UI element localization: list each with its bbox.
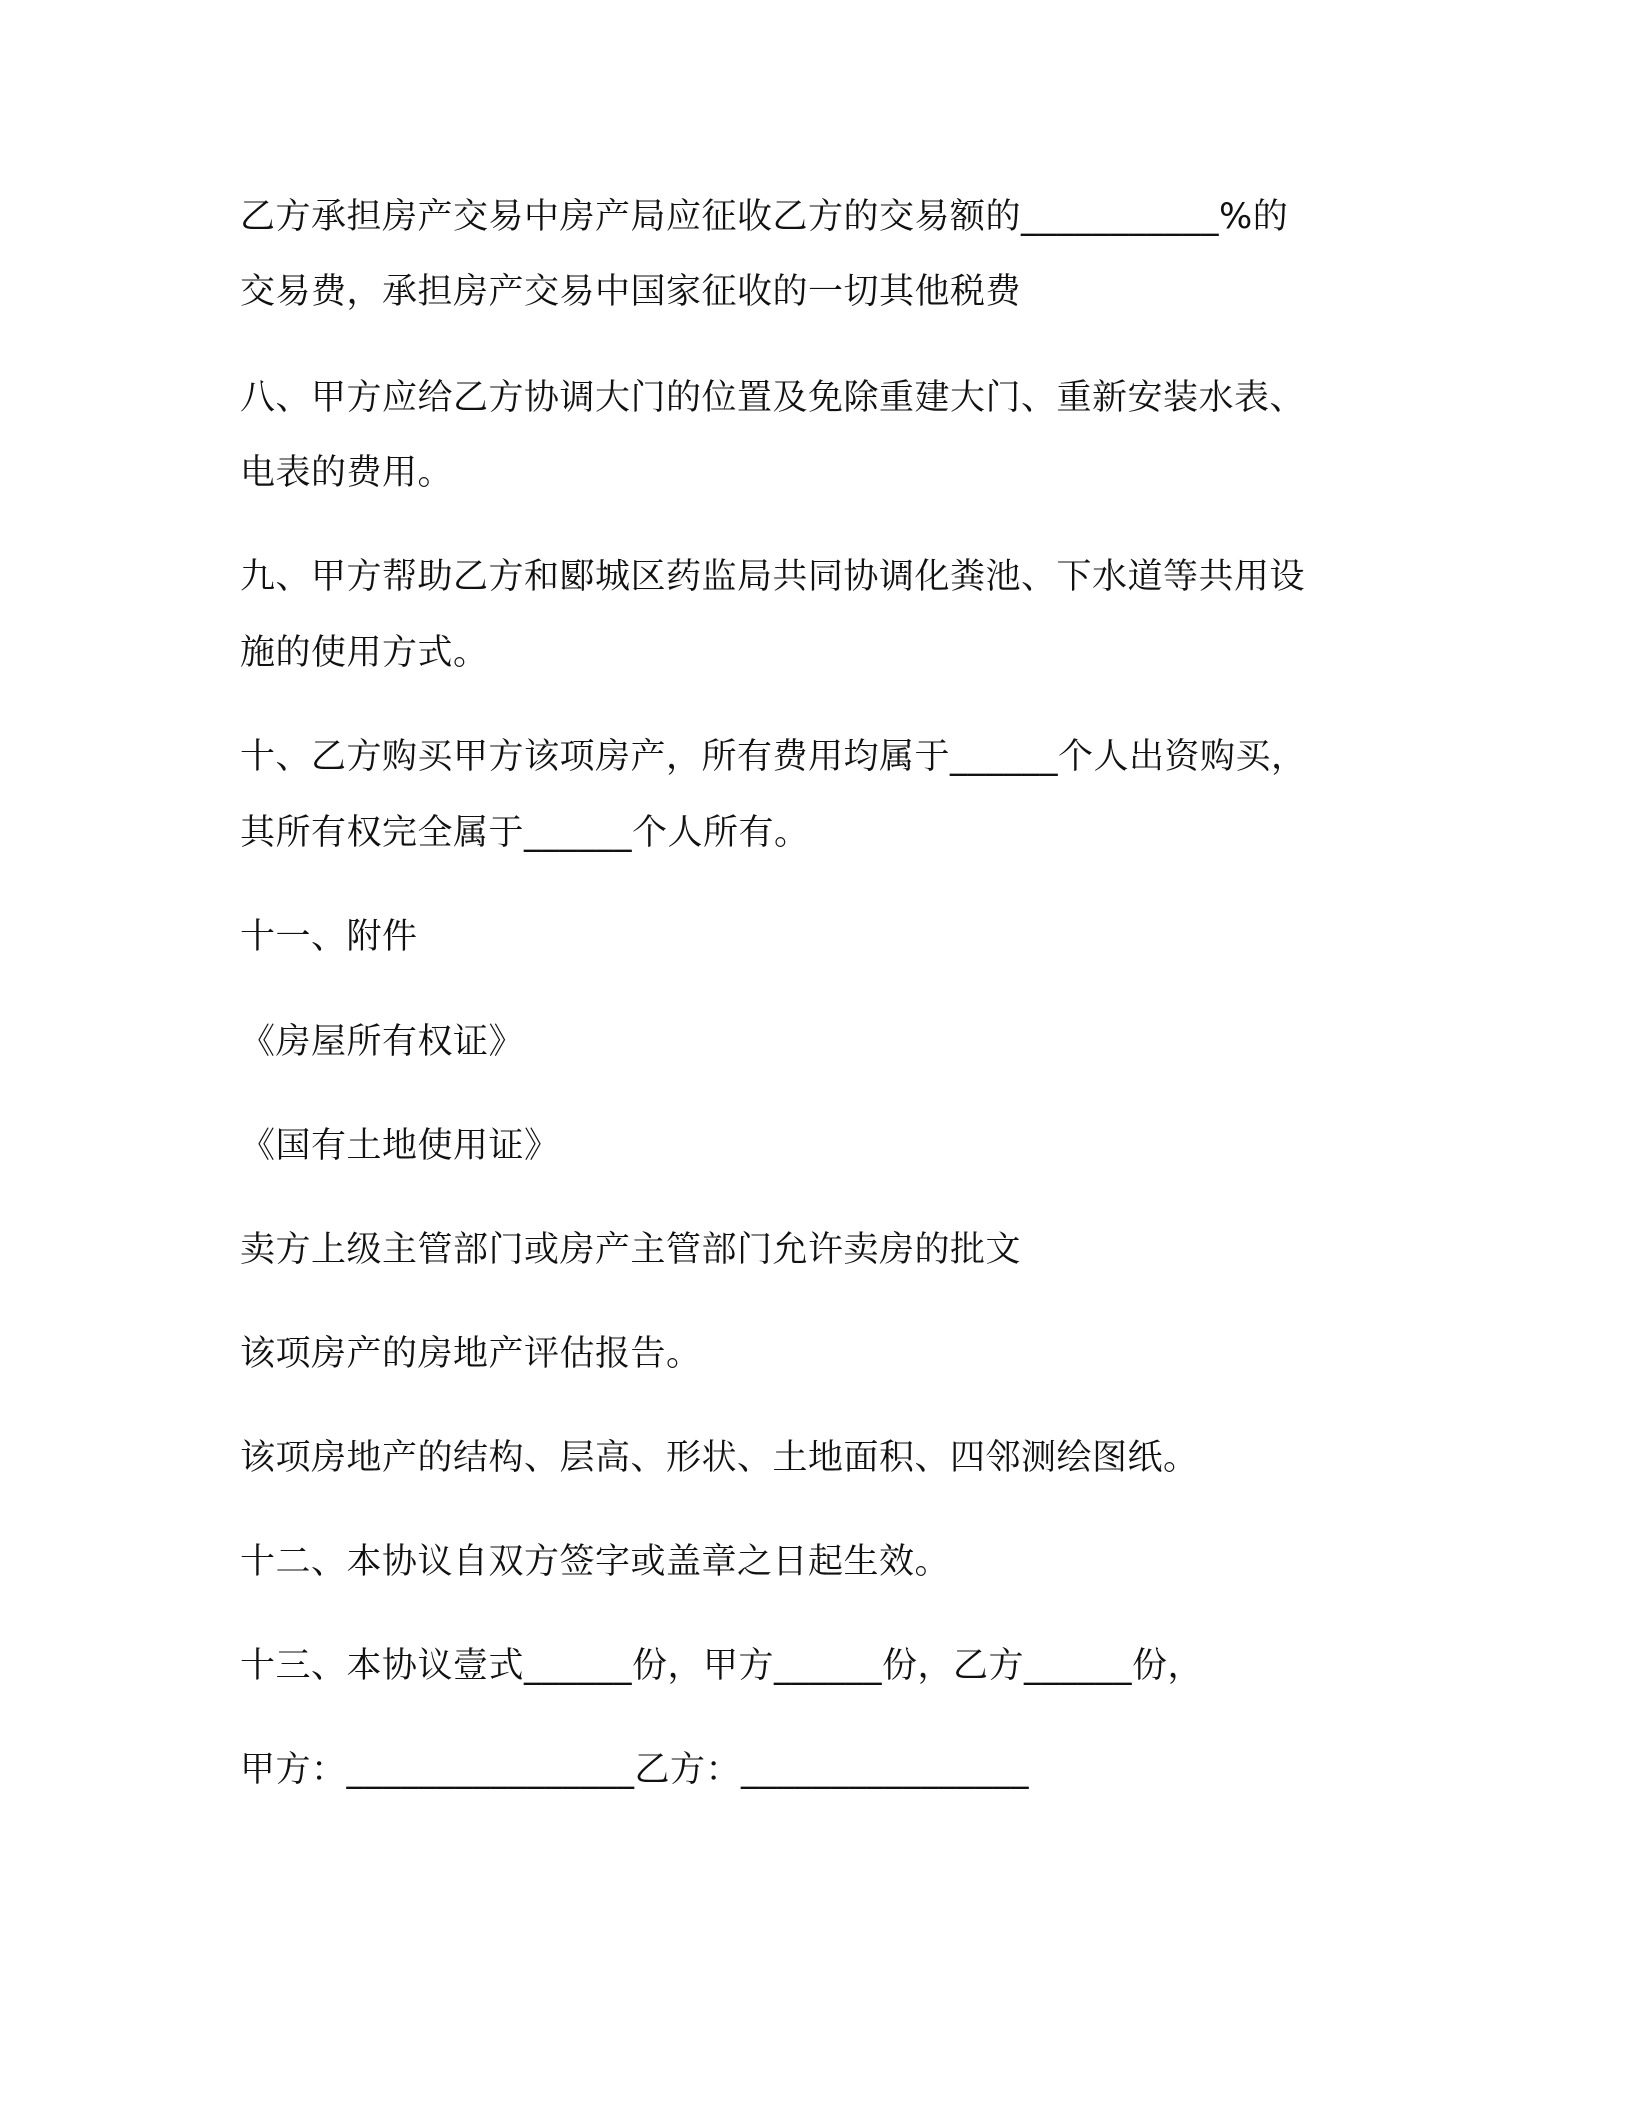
attachment-item: 《国有土地使用证》 bbox=[240, 1126, 560, 1166]
attachment-item: 《房屋所有权证》 bbox=[240, 1022, 525, 1062]
paragraph-line: 施的使用方式。 bbox=[240, 633, 489, 673]
paragraph-line: 交易费，承担房产交易中国家征收的一切其他税费 bbox=[240, 272, 1022, 312]
paragraph-line: 电表的费用。 bbox=[240, 453, 454, 493]
paragraph-line: 九、甲方帮助乙方和郾城区药监局共同协调化粪池、下水道等共用设 bbox=[240, 557, 1306, 597]
paragraph-line: 十三、本协议壹式______份，甲方______份，乙方______份， bbox=[240, 1646, 1204, 1686]
section-heading: 十一、附件 bbox=[240, 917, 418, 957]
attachment-item: 卖方上级主管部门或房产主管部门允许卖房的批文 bbox=[240, 1230, 1022, 1270]
attachment-item: 该项房地产的结构、层高、形状、土地面积、四邻测绘图纸。 bbox=[240, 1438, 1199, 1478]
paragraph-line: 十、乙方购买甲方该项房产，所有费用均属于______个人出资购买， bbox=[240, 737, 1307, 777]
attachment-item: 该项房产的房地产评估报告。 bbox=[240, 1334, 702, 1374]
paragraph-line: 八、甲方应给乙方协调大门的位置及免除重建大门、重新安装水表、 bbox=[240, 378, 1306, 418]
paragraph-line: 十二、本协议自双方签字或盖章之日起生效。 bbox=[240, 1542, 951, 1582]
paragraph-line: 其所有权完全属于______个人所有。 bbox=[240, 813, 810, 853]
signature-line: 甲方：________________乙方：________________ bbox=[240, 1750, 1030, 1790]
paragraph-line: 乙方承担房产交易中房产局应征收乙方的交易额的___________%的 bbox=[240, 197, 1289, 237]
